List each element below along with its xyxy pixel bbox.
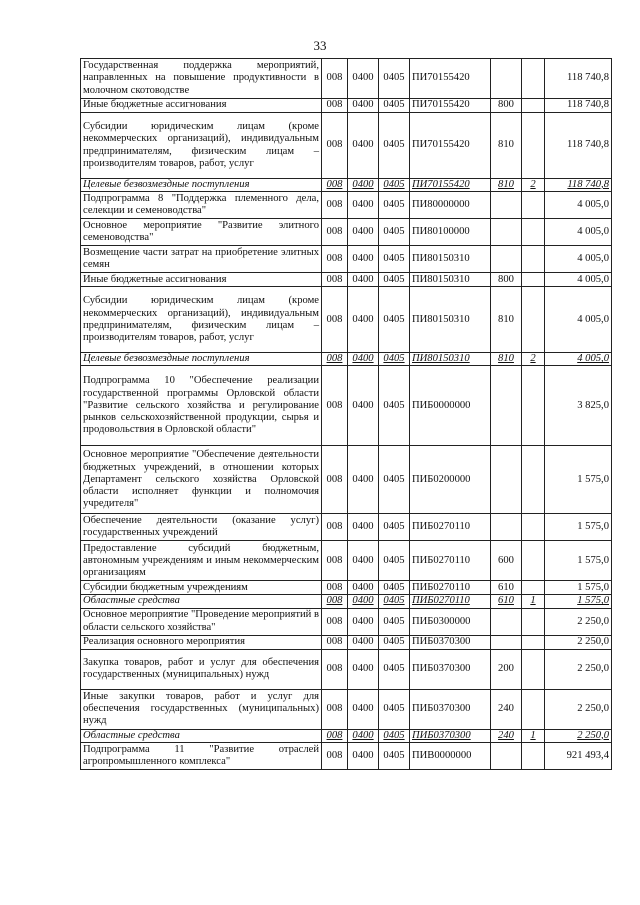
row-source-code (522, 635, 545, 649)
table-row (81, 729, 612, 742)
row-amount: 118 740,8 (545, 99, 612, 113)
row-section-code: 0400 (348, 192, 379, 219)
table-row (81, 514, 612, 541)
row-subsection-code: 0405 (379, 742, 410, 769)
row-name: Субсидии бюджетным учреждениям (81, 581, 322, 595)
table-row (81, 635, 612, 649)
row-subsection-code: 0405 (379, 366, 410, 446)
row-admin-code: 008 (322, 581, 348, 595)
row-amount: 2 250,0 (545, 635, 612, 649)
row-admin-code: 008 (322, 635, 348, 649)
row-section-code: 0400 (348, 353, 379, 366)
row-subsection-code: 0405 (379, 689, 410, 729)
row-section-code: 0400 (348, 649, 379, 689)
row-admin-code: 008 (322, 99, 348, 113)
table-row (81, 689, 612, 729)
table-row (81, 649, 612, 689)
row-section-code: 0400 (348, 287, 379, 353)
row-section-code: 0400 (348, 635, 379, 649)
row-amount: 3 825,0 (545, 366, 612, 446)
row-target-code: ПИБ0270110 (410, 595, 491, 608)
row-admin-code: 008 (322, 192, 348, 219)
row-name: Субсидии юридическим лицам (кроме некоммерческих организаций), индивидуальным предпринимателям, физическим лицам – производителям товаров, работ, услуг (81, 113, 322, 179)
row-subsection-code: 0405 (379, 581, 410, 595)
row-name: Основное мероприятие "Проведение мероприятий в области сельского хозяйства" (81, 608, 322, 635)
row-target-code: ПИБ0270110 (410, 514, 491, 541)
row-target-code: ПИВ0000000 (410, 742, 491, 769)
row-name: Возмещение части затрат на приобретение элитных семян (81, 246, 322, 273)
row-source-code (522, 113, 545, 179)
row-expense-type (491, 446, 522, 514)
row-amount: 4 005,0 (545, 192, 612, 219)
row-expense-type: 240 (491, 689, 522, 729)
row-subsection-code: 0405 (379, 113, 410, 179)
row-admin-code: 008 (322, 649, 348, 689)
row-amount: 2 250,0 (545, 608, 612, 635)
row-target-code: ПИ70155420 (410, 113, 491, 179)
row-target-code: ПИБ0370300 (410, 689, 491, 729)
row-target-code: ПИ80000000 (410, 192, 491, 219)
row-amount: 118 740,8 (545, 59, 612, 99)
row-subsection-code: 0405 (379, 192, 410, 219)
row-expense-type: 810 (491, 179, 522, 192)
row-target-code: ПИБ0270110 (410, 541, 491, 581)
row-amount: 4 005,0 (545, 219, 612, 246)
row-target-code: ПИ80150310 (410, 353, 491, 366)
row-section-code: 0400 (348, 113, 379, 179)
row-section-code: 0400 (348, 219, 379, 246)
table-row (81, 366, 612, 446)
row-name: Закупка товаров, работ и услуг для обеспечения государственных (муниципальных) нужд (81, 649, 322, 689)
row-source-code (522, 59, 545, 99)
row-amount: 1 575,0 (545, 595, 612, 608)
row-name: Предоставление субсидий бюджетным, автономным учреждениям и иным некоммерческим организациям (81, 541, 322, 581)
row-target-code: ПИБ0270110 (410, 581, 491, 595)
row-source-code (522, 192, 545, 219)
table-row (81, 59, 612, 99)
row-amount: 4 005,0 (545, 353, 612, 366)
row-admin-code: 008 (322, 287, 348, 353)
row-subsection-code: 0405 (379, 287, 410, 353)
table-row (81, 353, 612, 366)
row-source-code (522, 742, 545, 769)
row-name: Иные бюджетные ассигнования (81, 273, 322, 287)
row-section-code: 0400 (348, 742, 379, 769)
row-section-code: 0400 (348, 541, 379, 581)
row-section-code: 0400 (348, 581, 379, 595)
row-expense-type: 600 (491, 541, 522, 581)
row-amount: 2 250,0 (545, 689, 612, 729)
row-target-code: ПИ80100000 (410, 219, 491, 246)
budget-table (80, 58, 612, 770)
row-amount: 1 575,0 (545, 541, 612, 581)
row-expense-type (491, 246, 522, 273)
row-expense-type: 800 (491, 273, 522, 287)
row-subsection-code: 0405 (379, 595, 410, 608)
row-admin-code: 008 (322, 541, 348, 581)
row-expense-type: 800 (491, 99, 522, 113)
row-expense-type: 610 (491, 581, 522, 595)
row-expense-type: 810 (491, 113, 522, 179)
row-amount: 1 575,0 (545, 446, 612, 514)
row-source-code (522, 366, 545, 446)
row-expense-type (491, 366, 522, 446)
row-subsection-code: 0405 (379, 219, 410, 246)
row-subsection-code: 0405 (379, 541, 410, 581)
budget-table-body (81, 59, 612, 770)
row-expense-type (491, 514, 522, 541)
row-source-code: 1 (522, 729, 545, 742)
row-subsection-code: 0405 (379, 514, 410, 541)
row-target-code: ПИБ0300000 (410, 608, 491, 635)
row-target-code: ПИ70155420 (410, 59, 491, 99)
row-subsection-code: 0405 (379, 99, 410, 113)
row-amount: 2 250,0 (545, 729, 612, 742)
row-amount: 1 575,0 (545, 514, 612, 541)
row-section-code: 0400 (348, 366, 379, 446)
table-row (81, 273, 612, 287)
table-row (81, 446, 612, 514)
row-amount: 2 250,0 (545, 649, 612, 689)
row-section-code: 0400 (348, 246, 379, 273)
row-source-code (522, 514, 545, 541)
row-amount: 921 493,4 (545, 742, 612, 769)
row-expense-type (491, 742, 522, 769)
row-name: Реализация основного мероприятия (81, 635, 322, 649)
row-name: Областные средства (81, 729, 322, 742)
row-name: Основное мероприятие "Обеспечение деятельности бюджетных учреждений, в отношении которых Департамент сельского хозяйства Орловской области исполняет функции и полномочия учредителя" (81, 446, 322, 514)
row-source-code (522, 273, 545, 287)
row-name: Иные закупки товаров, работ и услуг для обеспечения государственных (муниципальных) нужд (81, 689, 322, 729)
row-section-code: 0400 (348, 59, 379, 99)
row-subsection-code: 0405 (379, 273, 410, 287)
row-subsection-code: 0405 (379, 635, 410, 649)
row-subsection-code: 0405 (379, 179, 410, 192)
row-expense-type: 810 (491, 353, 522, 366)
row-name: Целевые безвозмездные поступления (81, 179, 322, 192)
row-admin-code: 008 (322, 246, 348, 273)
row-subsection-code: 0405 (379, 446, 410, 514)
row-admin-code: 008 (322, 366, 348, 446)
row-source-code (522, 99, 545, 113)
row-section-code: 0400 (348, 273, 379, 287)
row-target-code: ПИ80150310 (410, 287, 491, 353)
table-row (81, 287, 612, 353)
row-admin-code: 008 (322, 595, 348, 608)
row-source-code (522, 689, 545, 729)
row-expense-type (491, 635, 522, 649)
row-target-code: ПИБ0200000 (410, 446, 491, 514)
row-expense-type: 810 (491, 287, 522, 353)
row-expense-type: 240 (491, 729, 522, 742)
row-admin-code: 008 (322, 219, 348, 246)
row-target-code: ПИ80150310 (410, 246, 491, 273)
row-section-code: 0400 (348, 99, 379, 113)
row-expense-type: 200 (491, 649, 522, 689)
row-source-code: 2 (522, 353, 545, 366)
row-amount: 118 740,8 (545, 113, 612, 179)
row-source-code: 1 (522, 595, 545, 608)
row-name: Основное мероприятие "Развитие элитного семеноводства" (81, 219, 322, 246)
row-name: Целевые безвозмездные поступления (81, 353, 322, 366)
row-name: Подпрограмма 11 "Развитие отраслей агропромышленного комплекса" (81, 742, 322, 769)
row-source-code (522, 219, 545, 246)
table-row (81, 219, 612, 246)
row-admin-code: 008 (322, 608, 348, 635)
row-target-code: ПИБ0370300 (410, 649, 491, 689)
row-name: Подпрограмма 10 "Обеспечение реализации государственной программы Орловской области "Развитие сельского хозяйства и регулирование рынков сельскохозяйственной продукции, сырья и продовольствия в Орловской области" (81, 366, 322, 446)
row-source-code (522, 581, 545, 595)
row-expense-type: 610 (491, 595, 522, 608)
row-admin-code: 008 (322, 273, 348, 287)
row-expense-type (491, 608, 522, 635)
row-target-code: ПИ80150310 (410, 273, 491, 287)
row-subsection-code: 0405 (379, 608, 410, 635)
row-name: Государственная поддержка мероприятий, направленных на повышение продуктивности в молочном скотоводстве (81, 59, 322, 99)
row-name: Подпрограмма 8 "Поддержка племенного дела, селекции и семеноводства" (81, 192, 322, 219)
row-admin-code: 008 (322, 514, 348, 541)
row-expense-type (491, 59, 522, 99)
row-amount: 4 005,0 (545, 287, 612, 353)
row-admin-code: 008 (322, 742, 348, 769)
row-target-code: ПИ70155420 (410, 179, 491, 192)
table-row (81, 608, 612, 635)
row-section-code: 0400 (348, 514, 379, 541)
row-source-code (522, 608, 545, 635)
table-row (81, 99, 612, 113)
row-admin-code: 008 (322, 729, 348, 742)
row-admin-code: 008 (322, 446, 348, 514)
table-row (81, 246, 612, 273)
row-subsection-code: 0405 (379, 246, 410, 273)
table-row (81, 742, 612, 769)
row-subsection-code: 0405 (379, 59, 410, 99)
row-amount: 4 005,0 (545, 273, 612, 287)
row-subsection-code: 0405 (379, 649, 410, 689)
page-number: 33 (313, 38, 327, 53)
row-name: Иные бюджетные ассигнования (81, 99, 322, 113)
row-source-code: 2 (522, 179, 545, 192)
row-section-code: 0400 (348, 689, 379, 729)
row-source-code (522, 541, 545, 581)
table-row (81, 541, 612, 581)
row-admin-code: 008 (322, 179, 348, 192)
row-target-code: ПИБ0000000 (410, 366, 491, 446)
row-section-code: 0400 (348, 729, 379, 742)
row-admin-code: 008 (322, 59, 348, 99)
table-row (81, 179, 612, 192)
row-source-code (522, 446, 545, 514)
row-name: Областные средства (81, 595, 322, 608)
row-expense-type (491, 192, 522, 219)
row-expense-type (491, 219, 522, 246)
row-name: Субсидии юридическим лицам (кроме некоммерческих организаций), индивидуальным предпринимателям, физическим лицам – производителям товаров, работ, услуг (81, 287, 322, 353)
table-row (81, 192, 612, 219)
row-source-code (522, 246, 545, 273)
row-source-code (522, 649, 545, 689)
row-section-code: 0400 (348, 595, 379, 608)
row-subsection-code: 0405 (379, 353, 410, 366)
row-target-code: ПИБ0370300 (410, 635, 491, 649)
row-subsection-code: 0405 (379, 729, 410, 742)
row-amount: 4 005,0 (545, 246, 612, 273)
row-target-code: ПИБ0370300 (410, 729, 491, 742)
row-admin-code: 008 (322, 353, 348, 366)
table-row (81, 581, 612, 595)
row-section-code: 0400 (348, 446, 379, 514)
row-admin-code: 008 (322, 689, 348, 729)
row-target-code: ПИ70155420 (410, 99, 491, 113)
row-amount: 118 740,8 (545, 179, 612, 192)
table-row (81, 113, 612, 179)
row-section-code: 0400 (348, 179, 379, 192)
row-section-code: 0400 (348, 608, 379, 635)
row-amount: 1 575,0 (545, 581, 612, 595)
row-name: Обеспечение деятельности (оказание услуг) государственных учреждений (81, 514, 322, 541)
row-source-code (522, 287, 545, 353)
row-admin-code: 008 (322, 113, 348, 179)
table-row (81, 595, 612, 608)
